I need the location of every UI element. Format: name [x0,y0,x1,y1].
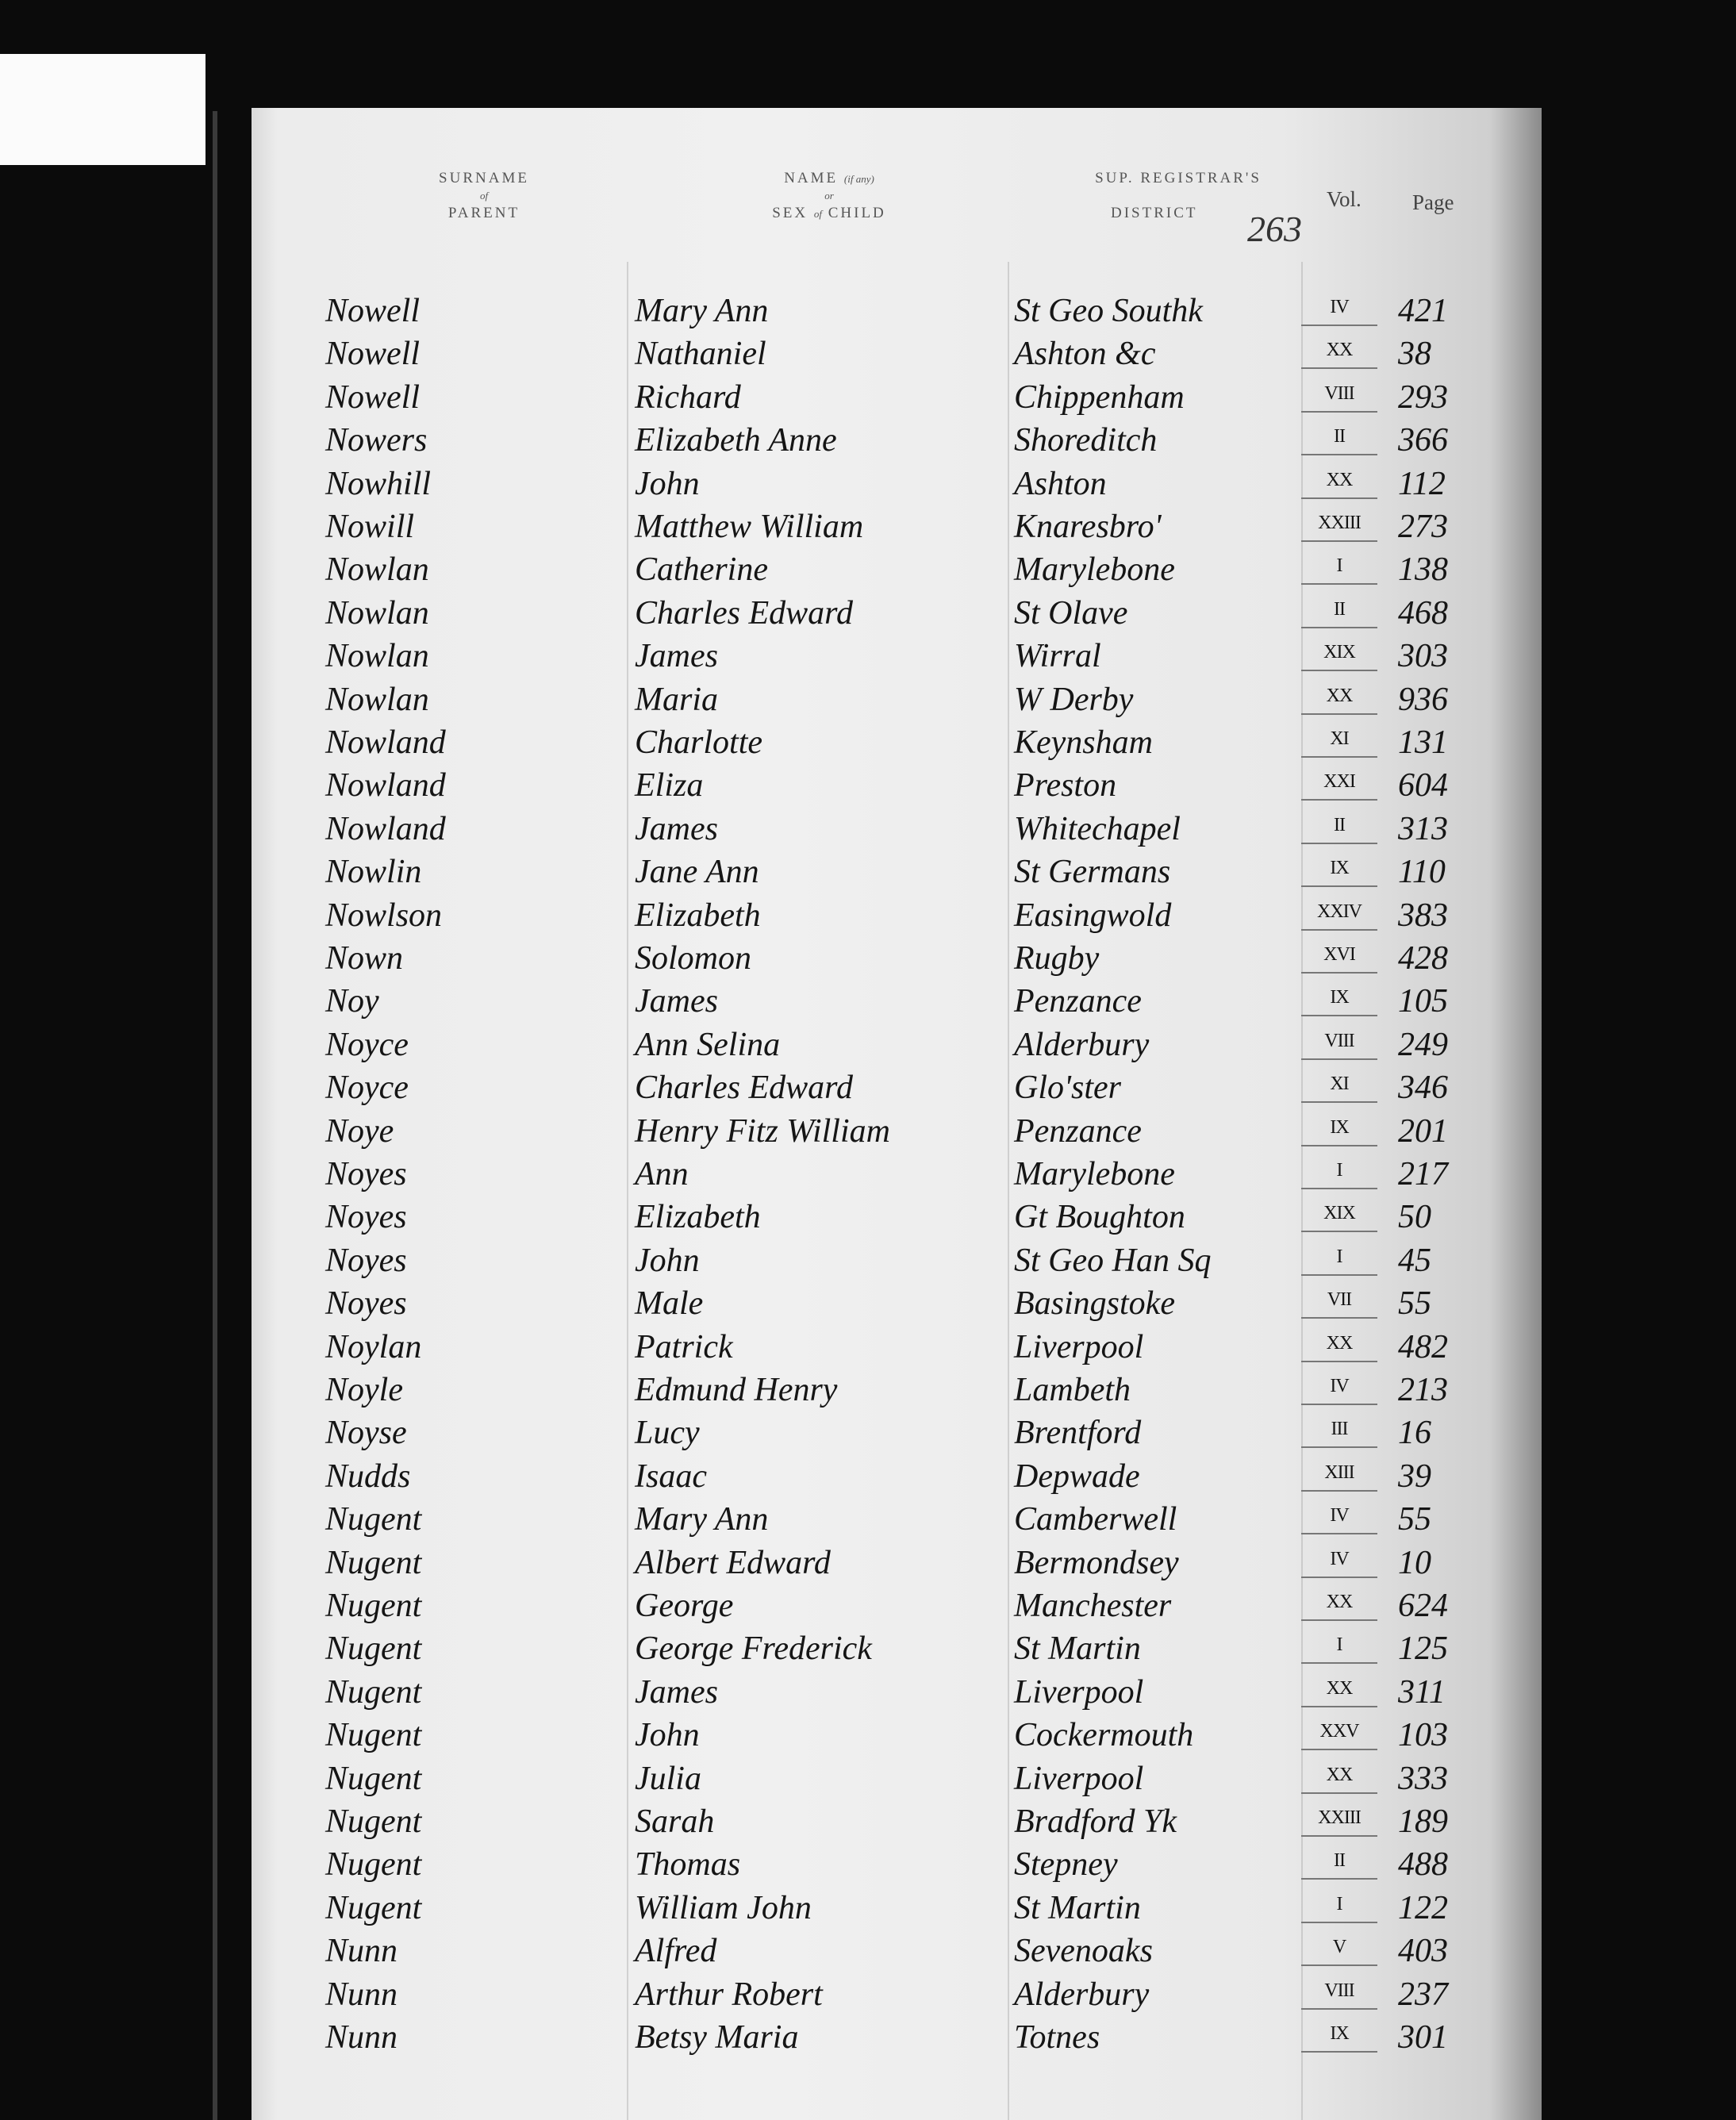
entry-row [0,1498,1736,1541]
entry-row [0,894,1736,937]
child-name-cell: Sarah [635,1803,715,1840]
district-cell: Alderbury [1014,1976,1150,2013]
volume-cell: II [1301,808,1377,844]
surname-cell: Noyes [325,1156,407,1192]
entry-row [0,1196,1736,1239]
surname-cell: Nunn [325,1933,398,1970]
district-cell: Rugby [1014,940,1100,977]
surname-cell: Nowell [325,336,421,373]
child-name-cell: Isaac [635,1458,707,1495]
surname-cell: Nugent [325,1803,422,1840]
district-cell: Liverpool [1014,1673,1144,1711]
entry-row [0,332,1736,375]
volume-cell: I [1301,1887,1377,1923]
child-name-cell: Solomon [635,940,751,977]
page-cell: 936 [1398,681,1448,718]
district-cell: St Geo Southk [1014,293,1203,329]
entry-row [0,1671,1736,1714]
child-name-cell: George [635,1588,734,1624]
district-cell: Depwade [1014,1458,1140,1495]
entry-row [0,937,1736,980]
child-name-cell: Catherine [635,551,768,589]
entry-row [0,764,1736,807]
child-name-cell: Charlotte [635,724,763,761]
district-cell: St Germans [1014,854,1171,891]
child-name-cell: Eliza [635,767,704,805]
child-name-cell: Mary Ann [635,293,769,329]
page-cell: 122 [1398,1889,1448,1926]
entry-row [0,1800,1736,1843]
child-name-cell: Alfred [635,1933,717,1970]
surname-cell: Nowell [325,378,421,416]
page-cell: 217 [1398,1156,1448,1192]
district-cell: Bradford Yk [1014,1803,1177,1840]
page-label: Page [1412,190,1454,214]
surname-cell: Nudds [325,1458,411,1495]
district-cell: Bermondsey [1014,1544,1179,1581]
district-cell: Preston [1014,767,1117,805]
district-cell: Stepney [1014,1846,1118,1884]
district-cell: Brentford [1014,1415,1142,1452]
surname-cell: Noyse [325,1415,407,1452]
surname-cell: Nugent [325,1588,422,1624]
surname-cell: Nunn [325,1976,398,2013]
volume-cell: IX [1301,980,1377,1016]
page-cell: 301 [1398,2019,1448,2056]
district-cell: Basingstoke [1014,1285,1175,1323]
volume-cell: XI [1301,1066,1377,1103]
entry-row [0,1239,1736,1282]
child-name-cell: George Frederick [635,1630,872,1668]
district-cell: Knaresbro' [1014,509,1162,545]
surname-cell: Nugent [325,1889,422,1926]
surname-cell: Noyes [325,1285,407,1323]
surname-cell: Noyle [325,1372,403,1408]
page-cell: 421 [1398,293,1448,329]
child-name-cell: Nathaniel [635,336,766,373]
district-cell: Marylebone [1014,1156,1175,1192]
entry-row [0,376,1736,419]
entry-row [0,505,1736,548]
child-name-cell: James [635,810,718,847]
child-name-cell: John [635,465,700,502]
child-name-cell: Arthur Robert [635,1976,823,2013]
surname-cell: Nowlan [325,681,429,718]
district-cell: Ashton &c [1014,336,1156,373]
district-cell: Keynsham [1014,724,1153,761]
child-name-cell: John [635,1717,700,1754]
surname-cell: Nowlin [325,854,422,891]
white-tab [0,54,205,165]
child-name-cell: James [635,983,718,1020]
entry-row [0,808,1736,851]
district-cell: Wirral [1014,638,1101,675]
page-cell: 273 [1398,509,1448,545]
entry-row [0,1887,1736,1930]
volume-cell: XXIII [1301,505,1377,542]
entry-row [0,1757,1736,1800]
page-cell: 55 [1398,1285,1431,1323]
child-name-cell: Mary Ann [635,1501,769,1538]
page-cell: 249 [1398,1026,1448,1063]
volume-cell: VII [1301,1282,1377,1319]
child-name-cell: Elizabeth [635,897,761,934]
volume-cell: IV [1301,1542,1377,1578]
entry-row [0,1369,1736,1411]
page-cell: 125 [1398,1630,1448,1668]
page-cell: 189 [1398,1803,1448,1840]
page-cell: 39 [1398,1458,1431,1495]
surname-cell: Nugent [325,1717,422,1754]
volume-cell: XX [1301,1757,1377,1794]
entry-row [0,290,1736,332]
entry-row [0,635,1736,678]
district-cell: Whitechapel [1014,810,1181,847]
district-cell: Liverpool [1014,1328,1144,1365]
surname-cell: Nugent [325,1630,422,1668]
volume-cell: V [1301,1930,1377,1966]
child-name-cell: Charles Edward [635,1070,853,1107]
district-cell: Penzance [1014,983,1142,1020]
volume-cell: XXI [1301,764,1377,801]
surname-cell: Nugent [325,1544,422,1581]
volume-cell: II [1301,592,1377,628]
header-surname [413,167,555,225]
volume-cell: II [1301,419,1377,455]
surname-of: of [479,190,489,202]
child-name-cell: Julia [635,1760,701,1797]
district-cell: Chippenham [1014,378,1185,416]
header-name [714,167,944,225]
child-name-cell: Matthew William [635,509,864,545]
page-cell: 237 [1398,1976,1448,2013]
page-cell: 201 [1398,1112,1448,1150]
page-cell: 110 [1398,854,1446,891]
child-name-cell: Henry Fitz William [635,1112,890,1150]
page-cell: 10 [1398,1544,1431,1581]
page-cell: 468 [1398,594,1448,632]
surname-cell: Nowland [325,810,446,847]
child-name-cell: William John [635,1889,812,1926]
volume-cell: XIII [1301,1455,1377,1492]
page-cell: 346 [1398,1070,1448,1107]
page-cell: 624 [1398,1588,1448,1624]
child-name-cell: James [635,1673,718,1711]
volume-cell: XX [1301,332,1377,369]
name-or: or [824,190,834,202]
entry-row [0,1153,1736,1196]
registrar-label: SUP. REGISTRAR'S [1095,170,1262,186]
surname-cell: Nowlan [325,594,429,632]
entry-row [0,721,1736,764]
page-cell: 604 [1398,767,1448,805]
district-cell: St Olave [1014,594,1128,632]
child-name-cell: Edmund Henry [635,1372,838,1408]
surname-label: SURNAME [439,170,529,186]
surname-cell: Nowhill [325,465,432,502]
child-name-cell: Jane Ann [635,854,759,891]
child-name-cell: Albert Edward [635,1544,831,1581]
child-name-cell: Richard [635,378,741,416]
district-cell: Camberwell [1014,1501,1177,1538]
volume-cell: VIII [1301,1024,1377,1060]
volume-cell: I [1301,548,1377,585]
district-cell: Marylebone [1014,551,1175,589]
volume-cell: XX [1301,1671,1377,1707]
parent-label: PARENT [447,205,520,221]
volume-cell: VIII [1301,376,1377,413]
child-name-cell: Elizabeth [635,1199,761,1236]
page-cell: 16 [1398,1415,1431,1452]
entry-row [0,548,1736,591]
volume-cell: I [1301,1627,1377,1664]
volume-cell: XIX [1301,1196,1377,1232]
entry-row [0,1110,1736,1153]
district-cell: Glo'ster [1014,1070,1121,1107]
page-cell: 103 [1398,1717,1448,1754]
child-name-cell: Thomas [635,1846,741,1884]
page-cell: 112 [1398,465,1446,502]
surname-cell: Nowill [325,509,415,545]
district-cell: Ashton [1014,465,1107,502]
entry-row [0,1411,1736,1454]
page-cell: 313 [1398,810,1448,847]
volume-cell: VIII [1301,1973,1377,2010]
district-cell: Easingwold [1014,897,1172,934]
surname-cell: Noyes [325,1242,407,1279]
volume-cell: XVI [1301,937,1377,974]
entry-row [0,980,1736,1023]
child-name-cell: Charles Edward [635,594,853,632]
entry-row [0,1714,1736,1757]
surname-cell: Nugent [325,1846,422,1884]
sex-of: of [813,208,822,220]
volume-cell: I [1301,1239,1377,1276]
child-name-cell: Betsy Maria [635,2019,799,2056]
surname-cell: Nowlson [325,897,443,934]
volume-cell: XX [1301,678,1377,715]
page-cell: 293 [1398,378,1448,416]
name-ifany: (if any) [843,173,874,185]
page-cell: 428 [1398,940,1448,977]
volume-cell: XXIV [1301,894,1377,931]
district-cell: Lambeth [1014,1372,1131,1408]
district-cell: Manchester [1014,1588,1172,1624]
volume-cell: IX [1301,851,1377,887]
page-cell: 403 [1398,1933,1448,1970]
district-cell: St Martin [1014,1889,1141,1926]
district-cell: Alderbury [1014,1026,1150,1063]
volume-cell: XX [1301,1584,1377,1621]
entry-row [0,1455,1736,1498]
page-cell: 311 [1398,1673,1446,1711]
folio-number: 263 [1247,209,1302,249]
entry-row [0,1542,1736,1584]
surname-cell: Noyce [325,1070,409,1107]
entry-row [0,1843,1736,1886]
page-cell: 333 [1398,1760,1448,1797]
district-cell: St Martin [1014,1630,1141,1668]
volume-cell: IV [1301,1498,1377,1534]
district-cell: Shoreditch [1014,422,1158,459]
surname-cell: Nown [325,940,404,977]
page-cell: 105 [1398,983,1448,1020]
entry-row [0,592,1736,635]
volume-cell: IX [1301,1110,1377,1146]
surname-cell: Nugent [325,1760,422,1797]
entry-row [0,1024,1736,1066]
page-cell: 303 [1398,638,1448,675]
surname-cell: Nowers [325,422,428,459]
entry-row [0,463,1736,505]
volume-cell: I [1301,1153,1377,1189]
entry-row [0,2016,1736,2059]
entry-row [0,1066,1736,1109]
page-cell: 131 [1398,724,1448,761]
page-cell: 38 [1398,336,1431,373]
surname-cell: Noye [325,1112,394,1150]
child-name-cell: James [635,638,718,675]
entry-row [0,678,1736,721]
district-cell: Penzance [1014,1112,1142,1150]
surname-cell: Nugent [325,1501,422,1538]
volume-cell: IV [1301,1369,1377,1405]
child-name-cell: Patrick [635,1328,733,1365]
district-cell: W Derby [1014,681,1134,718]
surname-cell: Nowland [325,724,446,761]
page-cell: 213 [1398,1372,1448,1408]
district-cell: Gt Boughton [1014,1199,1185,1236]
surname-cell: Nowell [325,293,421,329]
entry-row [0,419,1736,462]
entry-row [0,1326,1736,1369]
district-cell: Totnes [1014,2019,1100,2056]
sex-label: SEX [772,205,808,221]
child-name-cell: Male [635,1285,704,1323]
surname-cell: Noyce [325,1026,409,1063]
entry-row [0,1584,1736,1627]
district-cell: Sevenoaks [1014,1933,1153,1970]
entry-row [0,1930,1736,1972]
volume-cell: XX [1301,463,1377,499]
vol-label: Vol. [1327,187,1362,211]
surname-cell: Noylan [325,1328,422,1365]
district-cell: Cockermouth [1014,1717,1194,1754]
child-name-cell: John [635,1242,700,1279]
surname-cell: Nowland [325,767,446,805]
surname-cell: Noyes [325,1199,407,1236]
page-cell: 50 [1398,1199,1431,1236]
page-cell: 488 [1398,1846,1448,1884]
district-cell: St Geo Han Sq [1014,1242,1212,1279]
volume-cell: XIX [1301,635,1377,671]
child-name-cell: Ann Selina [635,1026,781,1063]
surname-cell: Nunn [325,2019,398,2056]
volume-cell: XXV [1301,1714,1377,1750]
volume-cell: XI [1301,721,1377,758]
page-cell: 55 [1398,1501,1431,1538]
district-label: DISTRICT [1111,205,1198,221]
surname-cell: Nowlan [325,638,429,675]
page-cell: 45 [1398,1242,1431,1279]
page-cell: 482 [1398,1328,1448,1365]
entry-row [0,1627,1736,1670]
surname-cell: Nowlan [325,551,429,589]
entry-row [0,851,1736,893]
page-cell: 383 [1398,897,1448,934]
volume-cell: IV [1301,290,1377,326]
child-label: CHILD [828,205,886,221]
entry-row [0,1973,1736,2016]
name-label: NAME [784,170,839,186]
child-name-cell: Lucy [635,1415,700,1452]
page-cell: 138 [1398,551,1448,589]
volume-cell: IX [1301,2016,1377,2053]
volume-cell: XX [1301,1326,1377,1362]
volume-cell: II [1301,1843,1377,1880]
volume-cell: III [1301,1411,1377,1448]
surname-cell: Nugent [325,1673,422,1711]
volume-cell: XXIII [1301,1800,1377,1837]
child-name-cell: Ann [635,1156,689,1192]
child-name-cell: Elizabeth Anne [635,422,837,459]
child-name-cell: Maria [635,681,718,718]
page-cell: 366 [1398,422,1448,459]
surname-cell: Noy [325,983,379,1020]
district-cell: Liverpool [1014,1760,1144,1797]
entry-row [0,1282,1736,1325]
